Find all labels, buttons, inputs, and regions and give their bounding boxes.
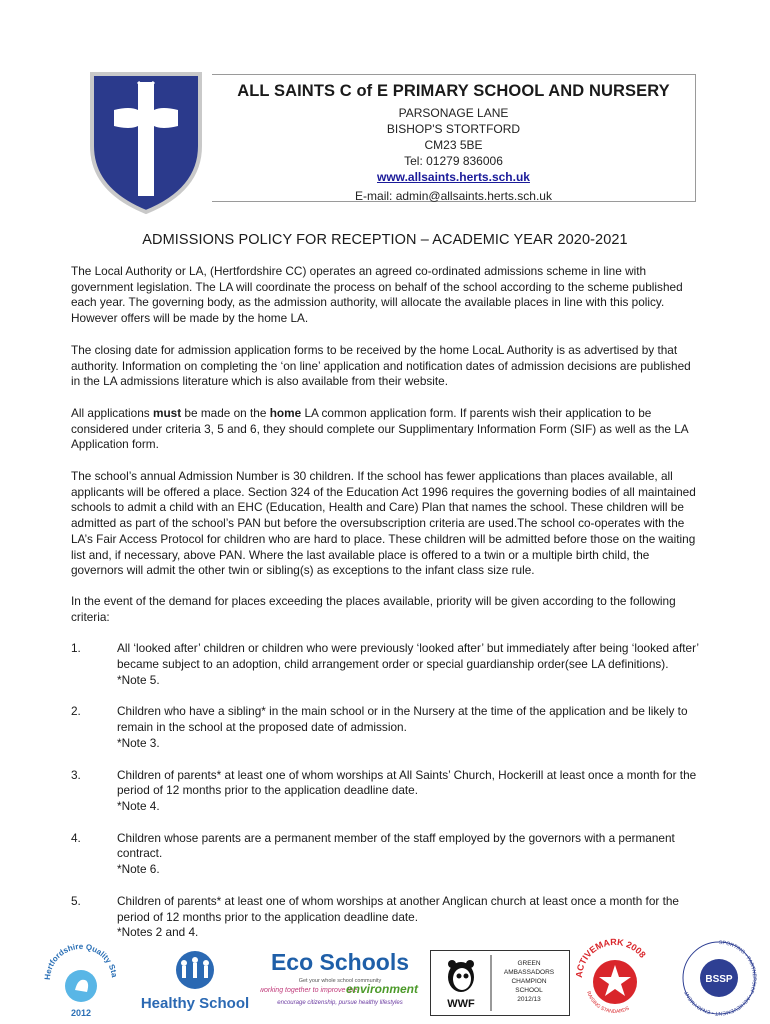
school-name: ALL SAINTS C of E PRIMARY SCHOOL AND NURSERY bbox=[237, 82, 670, 100]
criterion-number: 4. bbox=[71, 830, 81, 845]
emphasis-must: must bbox=[152, 405, 182, 420]
accreditation-logos bbox=[30, 936, 770, 1016]
wwf-green-ambassadors-logo bbox=[430, 950, 570, 1016]
address-town: BISHOP'S STORTFORD bbox=[386, 122, 521, 136]
svg-text:GREEN: GREEN bbox=[517, 960, 541, 967]
svg-text:ACTIVEMARK 2008: ACTIVEMARK 2008 bbox=[573, 938, 648, 979]
criterion-item bbox=[71, 768, 699, 815]
svg-text:WWF: WWF bbox=[447, 998, 475, 1010]
svg-text:2012: 2012 bbox=[70, 1008, 92, 1018]
hertfordshire-quality-logo bbox=[40, 936, 122, 1018]
eco-schools-logo bbox=[260, 946, 420, 1012]
emphasis-home: home bbox=[269, 405, 302, 420]
criterion-note: *Notes 2 and 4. bbox=[117, 925, 199, 940]
criterion-note: *Note 4. bbox=[117, 798, 160, 813]
svg-text:SPORTING • PARTNERSHIP • ACHIE: SPORTING • PARTNERSHIP • ACHIEVEMENT • ENJOYMENT bbox=[683, 939, 757, 1017]
paragraph-applications: All applications must be made on the home LA common application form. If parents wish their application to be considered under criteria 3, 5 and 6, they should complete our Supplimentary Information Form (SIF) as well as the LA Application form. bbox=[71, 405, 689, 452]
criterion-item bbox=[71, 704, 699, 751]
criteria-list bbox=[71, 641, 699, 941]
policy-title: ADMISSIONS POLICY FOR RECEPTION – ACADEMIC YEAR 2020-2021 bbox=[142, 232, 628, 248]
school-header bbox=[212, 74, 696, 202]
paragraph-intro: The Local Authority or LA, (Hertfordshire CC) operates an agreed co-ordinated admissions scheme in line with government legislation. The LA will coordinate the process on behalf of the school according to the scheme published each year. The governing body, as the admission authority, will allocate the available places in line with this policy. However offers will be made by the home LA. bbox=[71, 264, 683, 326]
address-street: PARSONAGE LANE bbox=[398, 106, 509, 120]
svg-text:Healthy School: Healthy School bbox=[140, 995, 250, 1012]
school-crest-logo bbox=[86, 68, 206, 216]
healthy-school-logo bbox=[140, 950, 250, 1016]
svg-text:Eco Schools: Eco Schools bbox=[270, 949, 410, 975]
criterion-text: Children of parents* at least one of whom worships at another Anglican church at least once a month for the period of 12 months prior to the application deadline date. bbox=[117, 893, 679, 924]
svg-text:RAISING STANDARDS: RAISING STANDARDS bbox=[585, 990, 631, 1016]
svg-text:AMBASSADORS: AMBASSADORS bbox=[503, 969, 555, 976]
policy-body bbox=[71, 264, 699, 957]
criterion-item bbox=[71, 894, 699, 941]
criterion-text: Children of parents* at least one of whom worships at All Saints’ Church, Hockerill at least once a month for the period of 12 months prior to the application deadline date. bbox=[117, 767, 697, 798]
paragraph-criteria-intro: In the event of the demand for places exceeding the places available, priority will be given according to the following criteria: bbox=[71, 593, 676, 624]
criterion-item bbox=[71, 641, 699, 688]
criterion-note: *Note 5. bbox=[117, 672, 160, 687]
svg-text:BSSP: BSSP bbox=[705, 974, 733, 985]
email-address: E-mail: admin@allsaints.herts.sch.uk bbox=[355, 189, 552, 203]
svg-text:Get your whole school communit: Get your whole school community bbox=[298, 978, 382, 984]
svg-text:CHAMPION: CHAMPION bbox=[511, 978, 547, 985]
bssp-logo bbox=[678, 938, 760, 1018]
criterion-note: *Note 6. bbox=[117, 862, 160, 877]
criterion-note: *Note 3. bbox=[117, 735, 160, 750]
criterion-number: 2. bbox=[71, 704, 81, 719]
paragraph-closing-date: The closing date for admission application forms to be received by the home LocaL Authority is as advertised by that authority. Information on completing the ‘on line’ application and notification dates of admission decisions are published in the LA admissions literature which is also available from their website. bbox=[71, 342, 691, 389]
svg-text:2012/13: 2012/13 bbox=[517, 996, 541, 1003]
svg-text:working together to improve th: working together to improve the bbox=[260, 987, 358, 994]
paragraph-admission-number: The school’s annual Admission Number is 30 children. If the school has fewer applications than places available, all applicants will be offered a place. Section 324 of the Education Act 1996 requires the governing bodies of all maintained schools to admit a child with an EHC (Education, Health and Care) Plan that names the school. These children will be admitted as part of the school’s PAN but before the oversubscription criteria are used.The school co-operates with the LA’s Fair Access Protocol for children who are hard to place. These children will be admitted before those on the waiting list and, if necessary, above PAN. Where the last available place is offered to a twin or a multiple birth child, the governors will admit the other twin or sibling(s) as exceptions to the infant class size rule. bbox=[71, 469, 696, 578]
svg-text:SCHOOL: SCHOOL bbox=[515, 987, 543, 994]
criterion-number: 1. bbox=[71, 641, 81, 656]
criterion-text: Children who have a sibling* in the main school or in the Nursery at the time of the application and be likely to remain in the school at the proposed date of admission. bbox=[117, 704, 688, 735]
website-link[interactable]: www.allsaints.herts.sch.uk bbox=[377, 170, 530, 184]
criterion-text: All ‘looked after’ children or children who were previously ‘looked after’ but immediately after being ‘looked after’ became subject to an adoption, child arrangement order or special guardianship order(see LA definitions). bbox=[117, 641, 699, 672]
criterion-number: 5. bbox=[71, 893, 81, 908]
svg-text:encourage citizenship, pursue: encourage citizenship, pursue healthy lifestyles bbox=[277, 1000, 403, 1006]
svg-text:Hertfordshire Quality Standard: Hertfordshire Quality Sta bbox=[42, 941, 119, 981]
criterion-number: 3. bbox=[71, 767, 81, 782]
activemark-logo bbox=[572, 938, 658, 1018]
telephone: Tel: 01279 836006 bbox=[404, 154, 503, 168]
address-postcode: CM23 5BE bbox=[424, 138, 483, 152]
criterion-item bbox=[71, 831, 699, 878]
criterion-text: Children whose parents are a permanent member of the staff employed by the governors with a permanent contract. bbox=[117, 830, 675, 861]
svg-text:environment: environment bbox=[345, 982, 419, 996]
